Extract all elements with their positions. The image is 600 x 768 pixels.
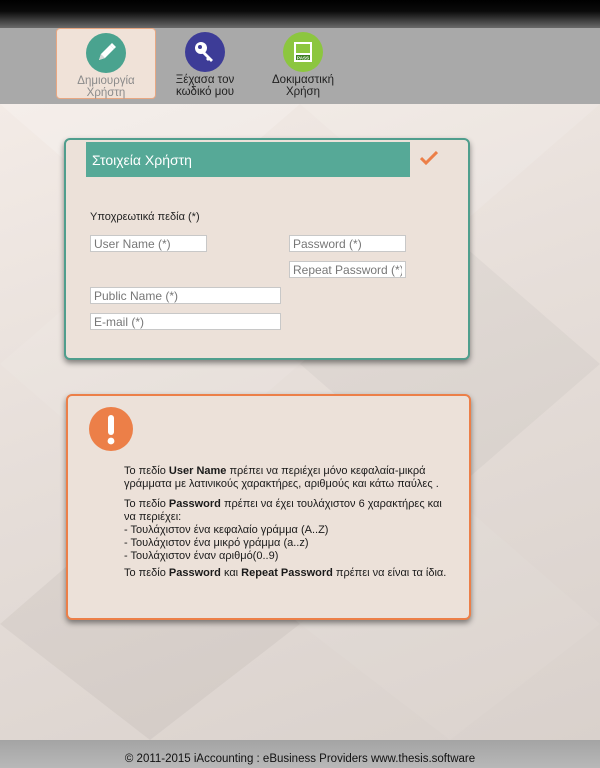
user-details-card — [64, 138, 470, 360]
pass-icon — [283, 32, 323, 72]
info-card — [66, 394, 471, 620]
top-bar — [0, 0, 600, 28]
check-icon — [420, 151, 438, 165]
nav-item-forgot-password[interactable] — [155, 28, 255, 99]
username-input[interactable] — [90, 235, 207, 252]
svg-text:PASS: PASS — [297, 55, 309, 61]
password-term: Password — [168, 498, 221, 510]
card-title: Στοιχεία Χρήστη — [86, 142, 410, 177]
email-input[interactable] — [90, 313, 281, 330]
text-fragment: και — [220, 567, 242, 579]
rule-digit: - Τουλάχιστον έναν αριθμό(0..9) — [124, 550, 279, 562]
text-fragment: Το πεδίο — [124, 567, 169, 579]
text-fragment: Το πεδίο — [124, 465, 169, 477]
pencil-icon — [86, 33, 126, 73]
rule-lowercase: - Τουλάχιστον ένα μικρό γράμμα (a..z) — [124, 537, 309, 549]
repeat-password-term: Repeat Password — [241, 567, 333, 579]
footer: © 2011-2015 iAccounting : eBusiness Providers www.thesis.software — [0, 740, 600, 768]
password-match-rule-text — [124, 567, 454, 580]
username-term: User Name — [168, 465, 227, 477]
public-name-input[interactable] — [90, 287, 281, 304]
text-fragment: πρέπει να έχει τουλάχιστον 6 χαρακτήρες και να περιέχει: — [124, 498, 442, 523]
text-fragment: Το πεδίο — [124, 498, 169, 510]
nav-label-trial: Δοκιμαστική Χρήση — [272, 74, 334, 98]
exclamation-icon — [88, 406, 134, 452]
nav-label-create-user: Δημιουργία Χρήστη — [77, 75, 135, 99]
nav-item-create-user[interactable] — [56, 28, 156, 99]
rule-uppercase: - Τουλάχιστον ένα κεφαλαίο γράμμα (A..Z) — [124, 524, 329, 536]
nav-item-trial[interactable] — [253, 28, 353, 99]
text-fragment: πρέπει να είναι τα ίδια. — [332, 567, 447, 579]
main-content — [0, 104, 600, 740]
nav-label-forgot-password: Ξέχασα τον κωδικό μου — [175, 74, 235, 98]
password-rule-text — [124, 498, 454, 563]
validation-message — [124, 465, 454, 587]
password-term: Password — [168, 567, 221, 579]
main-nav — [0, 28, 600, 104]
repeat-password-input[interactable] — [289, 261, 406, 278]
key-icon — [185, 32, 225, 72]
username-rule-text — [124, 465, 454, 491]
password-input[interactable] — [289, 235, 406, 252]
required-fields-label: Υποχρεωτικά πεδία (*) — [90, 211, 200, 223]
text-fragment: πρέπει να περιέχει μόνο κεφαλαία-μικρά γράμματα με λατινικούς χαρακτήρες, αριθμούς και κάτω παύλες . — [124, 465, 439, 490]
